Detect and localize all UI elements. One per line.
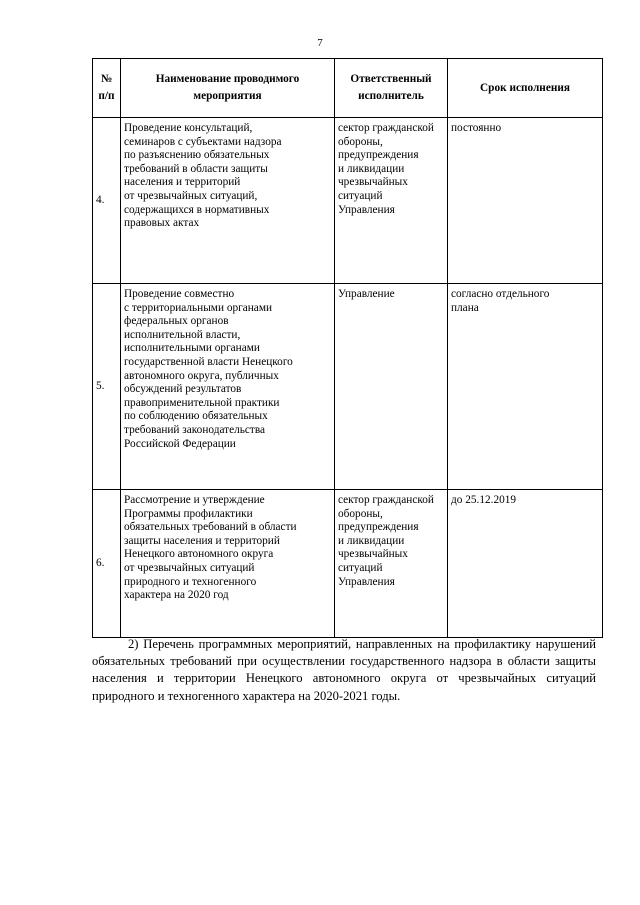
table-row <box>93 284 603 490</box>
header-deadline: Срок исполнения <box>448 59 603 118</box>
header-responsible: Ответственный исполнитель <box>335 59 448 118</box>
page-number: 7 <box>317 37 323 49</box>
header-num: № п/п <box>93 59 121 118</box>
row-num: 6. <box>93 490 121 638</box>
row-responsible: сектор гражданской обороны, предупреждения и ликвидации чрезвычайных ситуаций Управления <box>335 118 448 284</box>
table-header-row <box>93 59 603 118</box>
row-name: Рассмотрение и утверждение Программы профилактики обязательных требований в области защиты населения и территорий Ненецкого автономного округа от чрезвычайных ситуаций природного и техногенного характера на 2020 год <box>121 490 335 638</box>
row-responsible: сектор гражданской обороны, предупреждения и ликвидации чрезвычайных ситуаций Управления <box>335 490 448 638</box>
row-deadline: постоянно <box>448 118 603 284</box>
table-row <box>93 490 603 638</box>
body-paragraph: 2) Перечень программных мероприятий, направленных на профилактику нарушений обязательных требований при осуществлении государственного надзора в области защиты населения и территории Ненецкого автономного округа от чрезвычайных ситуаций природного и техногенного характера на 2020-2021 годы. <box>92 637 596 703</box>
row-deadline: до 25.12.2019 <box>448 490 603 638</box>
header-name: Наименование проводимого мероприятия <box>121 59 335 118</box>
row-num: 4. <box>93 118 121 284</box>
row-responsible: Управление <box>335 284 448 490</box>
table-row <box>93 118 603 284</box>
activities-table <box>92 58 603 638</box>
row-deadline: согласно отдельного плана <box>448 284 603 490</box>
row-num: 5. <box>93 284 121 490</box>
row-name: Проведение совместно с территориальными органами федеральных органов исполнительной власти, исполнительными органами государственной власти Ненецкого автономного округа, публичных обсуждений результатов правоприменительной практики по соблюдению обязательных требований законодательства Российской Федерации <box>121 284 335 490</box>
row-name: Проведение консультаций, семинаров с субъектами надзора по разъяснению обязательных требований в области защиты населения и территорий от чрезвычайных ситуаций, содержащихся в нормативных правовых актах <box>121 118 335 284</box>
